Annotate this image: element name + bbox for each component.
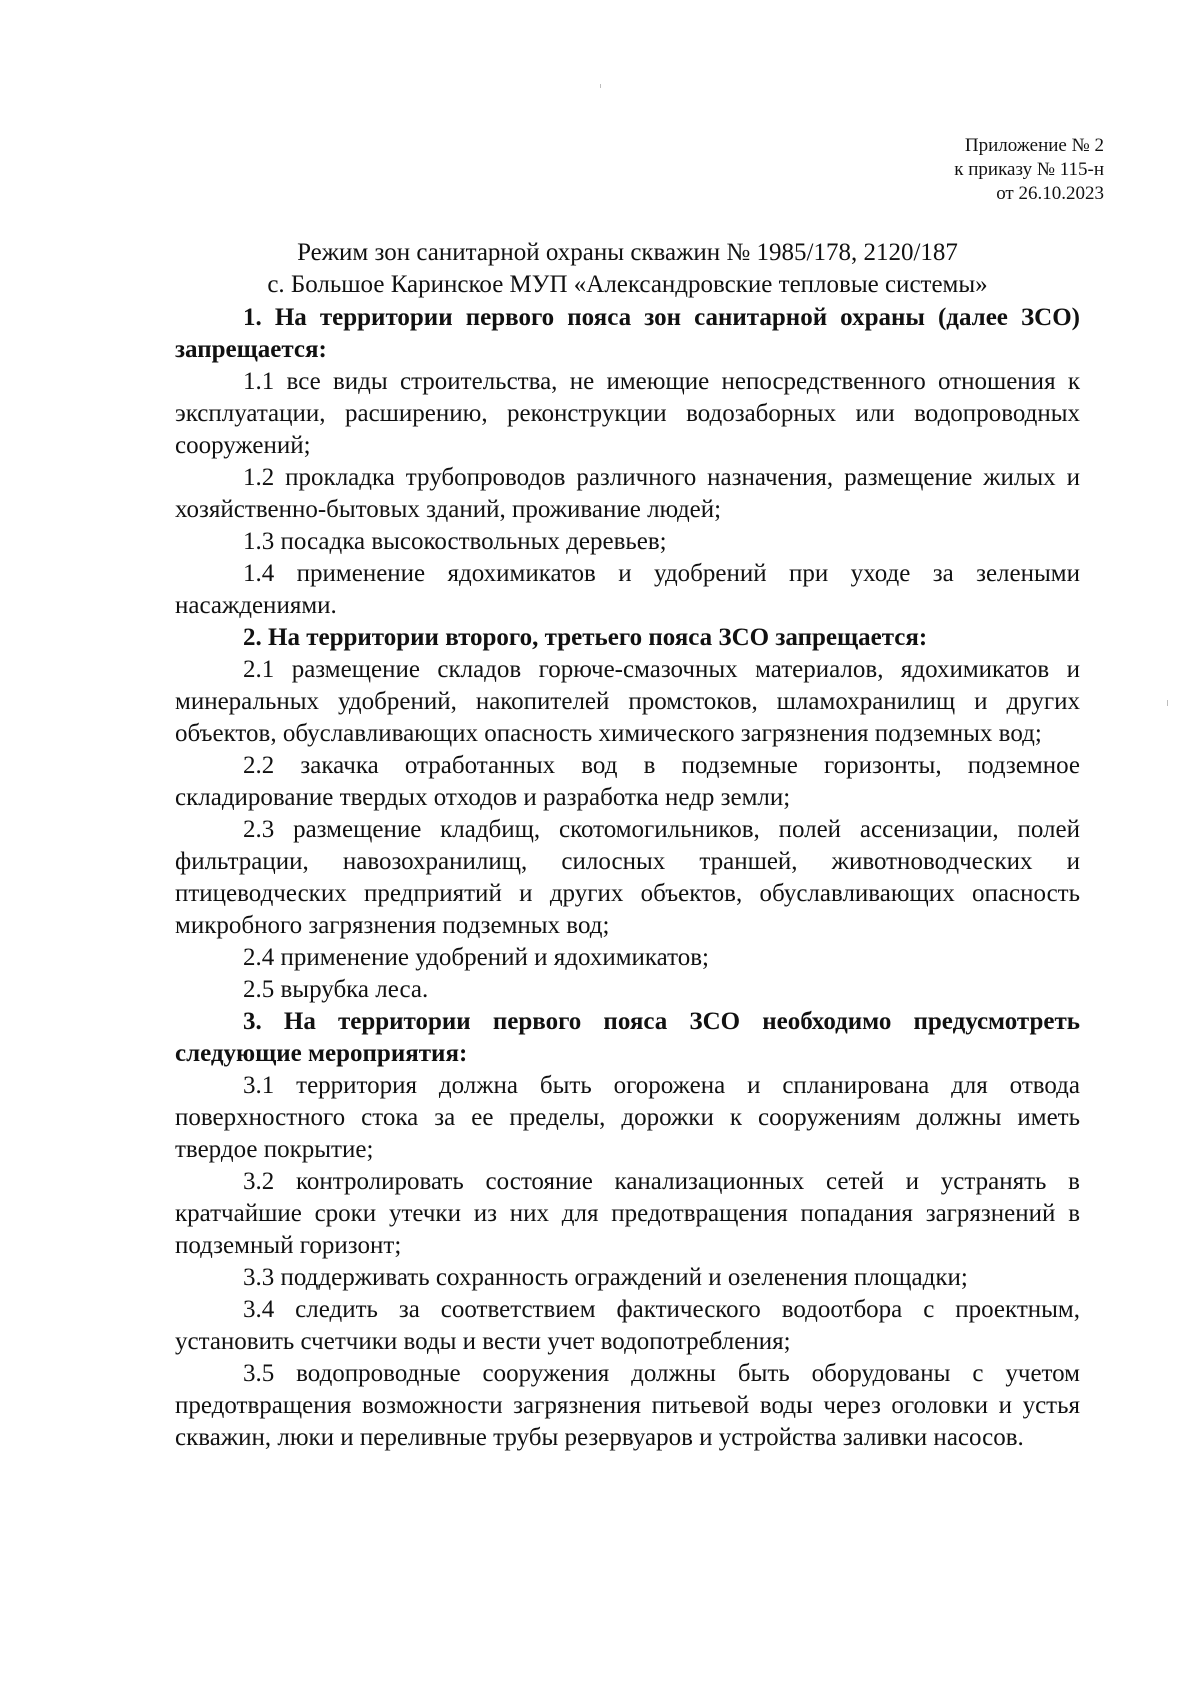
annex-order: к приказу № 115-н [954, 159, 1104, 180]
item-3-4: 3.4 следить за соответствием фактического водоотбора с проектным, установить счетчики воды и вести учет водопотребления; [175, 1296, 1080, 1355]
item-2-4: 2.4 применение удобрений и ядохимикатов; [243, 944, 709, 971]
item-2-3: 2.3 размещение кладбищ, скотомогильников, полей ассенизации, полей фильтрации, навозохранилищ, силосных траншей, животноводческих и птицеводческих предприятий и других объектов, обуславливающих опасность микробного загрязнения подземных вод; [175, 816, 1080, 939]
annex-number: Приложение № 2 [964, 135, 1104, 156]
scan-mark [600, 84, 601, 88]
item-3-1: 3.1 территория должна быть огорожена и спланирована для отвода поверхностного стока за ее пределы, дорожки к сооружениям должны иметь твердое покрытие; [175, 1072, 1080, 1163]
item-1-3: 1.3 посадка высокоствольных деревьев; [243, 528, 667, 555]
item-3-5: 3.5 водопроводные сооружения должны быть оборудованы с учетом предотвращения возможности загрязнения питьевой воды через оголовки и устья скважин, люки и переливные трубы резервуаров и устройства заливки насосов. [175, 1360, 1080, 1451]
section-1-heading: 1. На территории первого пояса зон санитарной охраны (далее ЗСО) запрещается: [175, 304, 1080, 363]
item-1-1: 1.1 все виды строительства, не имеющие непосредственного отношения к эксплуатации, расширению, реконструкции водозаборных или водопроводных сооружений; [175, 368, 1080, 459]
title-line-1: Режим зон санитарной охраны скважин № 1985/178, 2120/187 [297, 239, 958, 266]
item-3-3: 3.3 поддерживать сохранность ограждений и озеленения площадки; [243, 1264, 968, 1291]
item-1-2: 1.2 прокладка трубопроводов различного назначения, размещение жилых и хозяйственно-бытовых зданий, проживание людей; [175, 464, 1080, 523]
item-2-2: 2.2 закачка отработанных вод в подземные горизонты, подземное складирование твердых отходов и разработка недр земли; [175, 752, 1080, 811]
item-2-1: 2.1 размещение складов горюче-смазочных материалов, ядохимикатов и минеральных удобрений, накопителей промстоков, шламохранилищ и других объектов, обуславливающих опасность химического загрязнения подземных вод; [175, 656, 1080, 747]
section-2-heading: 2. На территории второго, третьего пояса ЗСО запрещается: [243, 624, 928, 651]
item-1-4: 1.4 применение ядохимикатов и удобрений при уходе за зелеными насаждениями. [175, 560, 1080, 619]
section-3-heading: 3. На территории первого пояса ЗСО необходимо предусмотреть следующие мероприятия: [175, 1008, 1080, 1067]
item-2-5: 2.5 вырубка леса. [243, 976, 429, 1003]
annex-reference [704, 134, 1104, 206]
item-3-2: 3.2 контролировать состояние канализационных сетей и устранять в кратчайшие сроки утечки из них для предотвращения попадания загрязнений в подземный горизонт; [175, 1168, 1080, 1259]
scan-mark [1167, 700, 1168, 706]
document-title [175, 237, 1080, 301]
document-body [175, 302, 1080, 1454]
title-line-2: с. Большое Каринское МУП «Александровские тепловые системы» [267, 271, 988, 298]
annex-date: от 26.10.2023 [996, 183, 1104, 204]
